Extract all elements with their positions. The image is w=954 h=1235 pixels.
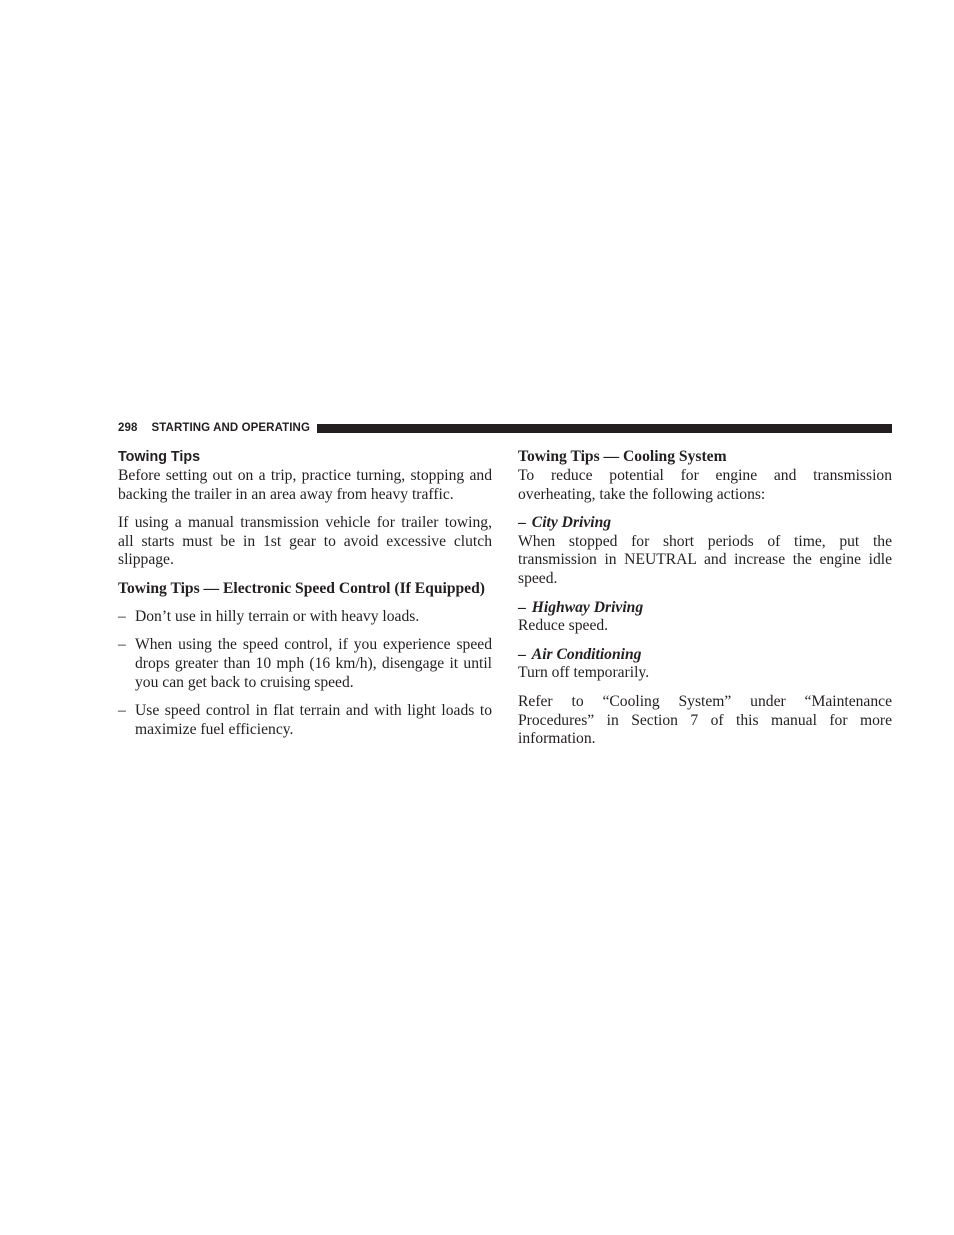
page-header <box>118 420 892 436</box>
header-rule <box>317 424 892 433</box>
item-dash: – <box>518 645 526 663</box>
list-item <box>118 636 492 692</box>
cooling-system-heading: Towing Tips — Cooling System <box>518 448 727 465</box>
page-number: 298 <box>118 422 138 434</box>
bullet-dash: – <box>118 636 126 654</box>
list-item <box>118 702 492 740</box>
speed-control-heading: Towing Tips — Electronic Speed Control (If Equipped) <box>118 579 485 597</box>
bullet-dash: – <box>118 608 126 626</box>
list-item-text: Don’t use in hilly terrain or with heavy loads. <box>135 608 420 626</box>
bullet-dash: – <box>118 702 126 720</box>
item-title: Highway Driving <box>531 598 644 616</box>
right-column <box>518 448 892 749</box>
left-column <box>118 448 492 740</box>
air-conditioning-heading <box>518 646 892 665</box>
highway-driving-text: Reduce speed. <box>518 617 609 635</box>
city-driving-heading <box>518 514 892 533</box>
towing-tips-paragraph-2: If using a manual transmission vehicle for trailer towing, all starts must be in 1st gear to avoid excessive clutch slippage. <box>118 513 492 569</box>
towing-tips-heading: Towing Tips <box>118 449 201 465</box>
item-title: Air Conditioning <box>531 645 642 663</box>
list-item-text: Use speed control in flat terrain and with light loads to maximize fuel efficiency. <box>135 702 492 739</box>
list-item <box>118 608 492 627</box>
item-dash: – <box>518 513 526 531</box>
air-conditioning-text: Turn off temporarily. <box>518 664 650 682</box>
city-driving-text: When stopped for short periods of time, put the transmission in NEUTRAL and increase the engine idle speed. <box>518 532 892 588</box>
item-title: City Driving <box>531 513 612 531</box>
cooling-intro: To reduce potential for engine and transmission overheating, take the following actions: <box>518 466 892 503</box>
cooling-closing-paragraph: Refer to “Cooling System” under “Maintenance Procedures” in Section 7 of this manual for more information. <box>518 692 892 748</box>
section-title: STARTING AND OPERATING <box>151 422 311 434</box>
item-dash: – <box>518 598 526 616</box>
towing-tips-paragraph-1: Before setting out on a trip, practice turning, stopping and backing the trailer in an area away from heavy traffic. <box>118 466 492 503</box>
list-item-text: When using the speed control, if you experience speed drops greater than 10 mph (16 km/h), disengage it until you can get back to cruising speed. <box>135 636 492 691</box>
highway-driving-heading <box>518 599 892 618</box>
